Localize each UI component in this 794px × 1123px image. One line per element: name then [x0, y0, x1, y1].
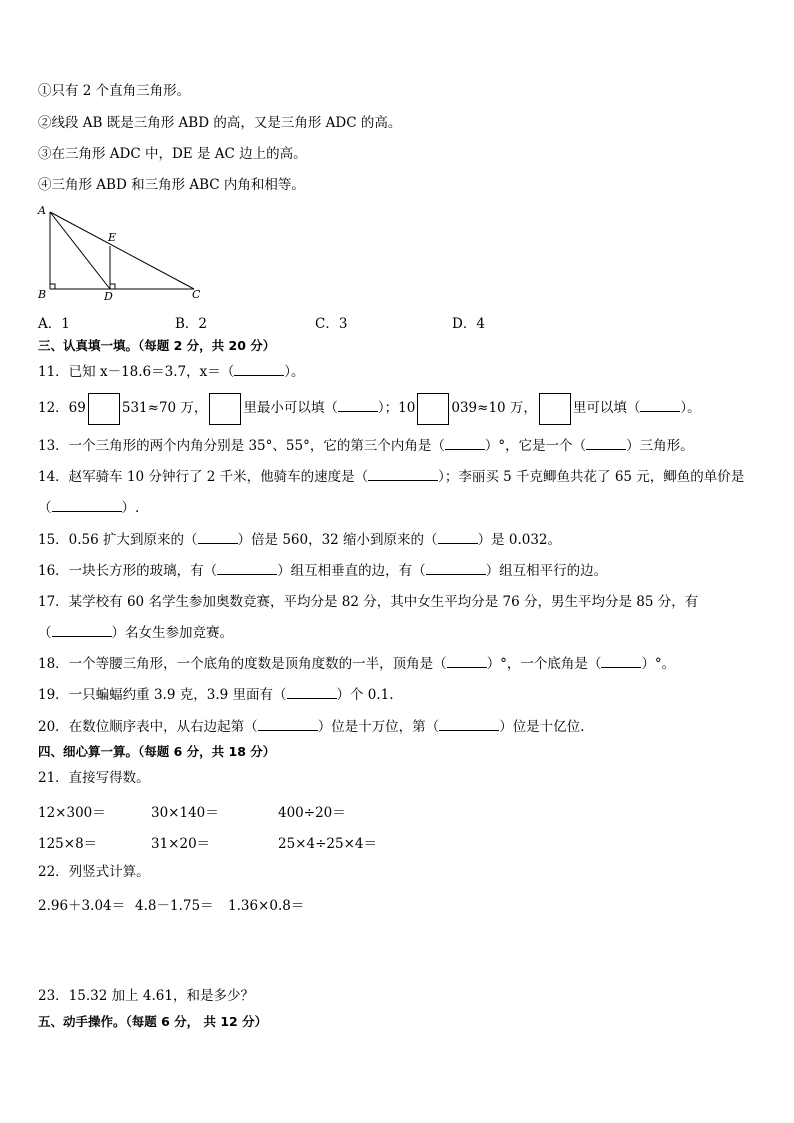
answer-blank[interactable] [52, 624, 112, 637]
answer-blank[interactable] [338, 399, 378, 412]
q21-item: 125×8＝ [38, 836, 98, 852]
q17-line1: 17．某学校有 60 名学生参加奥数竞赛，平均分是 82 分，其中女生平均分是 76 分，男生平均分是 85 分，有 [38, 594, 699, 610]
answer-blank[interactable] [217, 562, 277, 575]
q19: 19．一只蝙蝠约重 3.9 克，3.9 里面有（ ）个 0.1. [38, 687, 394, 703]
section4-title: 四、细心算一算。（每题 6 分，共 18 分） [38, 744, 276, 759]
answer-blank[interactable] [447, 655, 487, 668]
q21-title: 21．直接写得数。 [38, 770, 150, 786]
answer-blank[interactable] [445, 437, 485, 450]
q22-item: 2.96＋3.04＝ [38, 898, 126, 914]
q22-title: 22．列竖式计算。 [38, 864, 150, 880]
label-d: D [104, 290, 113, 302]
statement-2: ②线段 AB 既是三角形 ABD 的高，又是三角形 ADC 的高。 [38, 115, 402, 131]
q21-item: 31×20＝ [151, 836, 211, 852]
answer-box[interactable] [209, 393, 241, 425]
q14-line2: （ ）. [38, 500, 140, 516]
answer-box[interactable] [88, 393, 120, 425]
q14-line1: 14．赵军骑车 10 分钟行了 2 千米，他骑车的速度是（ ）；李丽买 5 千克鲫鱼共花了 65 元，鲫鱼的单价是 [38, 469, 745, 485]
q18: 18．一个等腰三角形，一个底角的度数是顶角度数的一半，顶角是（ ）°，一个底角是（ ）°。 [38, 656, 676, 672]
q22-item: 1.36×0.8＝ [228, 898, 305, 914]
label-c: C [192, 288, 201, 301]
answer-blank[interactable] [439, 718, 499, 731]
answer-box[interactable] [417, 393, 449, 425]
q20: 20．在数位顺序表中，从右边起第（ ）位是十万位，第（ ）位是十亿位. [38, 719, 585, 735]
option-d: D．4 [452, 316, 485, 332]
statement-3: ③在三角形 ADC 中，DE 是 AC 边上的高。 [38, 146, 307, 162]
q22-item: 4.8－1.75＝ [135, 898, 214, 914]
label-b: B [38, 288, 47, 301]
section5-title: 五、动手操作。（每题 6 分， 共 12 分） [38, 1014, 268, 1029]
q23: 23．15.32 加上 4.61，和是多少？ [38, 988, 254, 1004]
answer-blank[interactable] [426, 562, 486, 575]
answer-blank[interactable] [438, 531, 478, 544]
q21-item: 400÷20＝ [278, 805, 346, 821]
q21-item: 12×300＝ [38, 805, 106, 821]
q17-line2: （ ）名女生参加竞赛。 [38, 625, 233, 641]
option-b: B．2 [175, 316, 208, 332]
label-a: A [38, 204, 46, 217]
answer-blank[interactable] [640, 399, 680, 412]
q21-item: 30×140＝ [151, 805, 219, 821]
statement-1: ①只有 2 个直角三角形。 [38, 83, 191, 99]
label-e: E [108, 231, 117, 244]
q15: 15．0.56 扩大到原来的（ ）倍是 560，32 缩小到原来的（ ）是 0.032。 [38, 532, 562, 548]
answer-blank[interactable] [368, 468, 438, 481]
answer-blank[interactable] [52, 499, 122, 512]
q12: 12．69 531≈70 万， 里最小可以填（ ）；10 039≈10 万， 里可以填（ ）。 [38, 392, 701, 425]
q13: 13．一个三角形的两个内角分别是 35°、55°，它的第三个内角是（ ）°，它是一个（ ）三角形。 [38, 438, 694, 454]
answer-blank[interactable] [287, 686, 337, 699]
answer-box[interactable] [539, 393, 571, 425]
q11: 11．已知 x－18.6＝3.7，x＝（ ）。 [38, 364, 305, 380]
answer-blank[interactable] [198, 531, 238, 544]
q21-item: 25×4÷25×4＝ [278, 836, 377, 852]
option-c: C．3 [315, 316, 348, 332]
answer-blank[interactable] [586, 437, 626, 450]
answer-blank[interactable] [258, 718, 318, 731]
answer-blank[interactable] [234, 363, 284, 376]
q16: 16．一块长方形的玻璃，有（ ）组互相垂直的边，有（ ）组互相平行的边。 [38, 563, 608, 579]
statement-4: ④三角形 ABD 和三角形 ABC 内角和相等。 [38, 177, 305, 193]
section3-title: 三、认真填一填。（每题 2 分，共 20 分） [38, 338, 276, 353]
triangle-figure [34, 202, 214, 302]
answer-blank[interactable] [601, 655, 641, 668]
option-a: A．1 [38, 316, 70, 332]
